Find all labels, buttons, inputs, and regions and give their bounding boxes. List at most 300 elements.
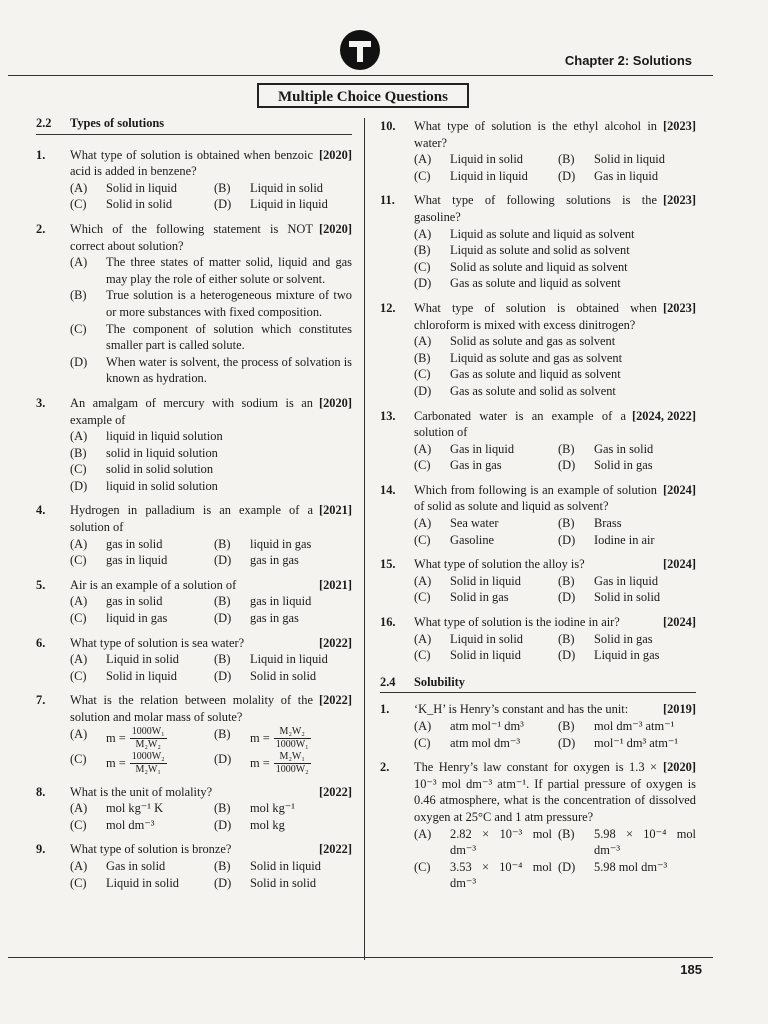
question-number: 10. <box>380 119 396 133</box>
answer-option <box>558 859 696 892</box>
answer-option <box>558 457 696 474</box>
question-year: [2022] <box>318 784 352 799</box>
option-text: liquid in solid solution <box>106 478 218 493</box>
answer-option <box>414 457 552 474</box>
answer-option <box>558 151 696 168</box>
options-list <box>414 333 696 399</box>
option-text: Solid in solid <box>106 197 173 212</box>
answer-option <box>70 610 208 627</box>
option-letter: (A) <box>70 180 88 195</box>
option-text: mol kg <box>250 817 285 832</box>
question-number: 9. <box>36 842 46 857</box>
option-text: The three states of matter solid, liquid and gas may play the role of either solute or solvent. <box>106 255 352 286</box>
question-year: [2024, 2022] <box>631 408 696 423</box>
option-text: Solid in liquid <box>250 858 321 873</box>
question-stem <box>414 614 696 631</box>
answer-option <box>558 573 696 590</box>
question-number: 15. <box>380 557 396 572</box>
question-item <box>380 701 696 751</box>
question-body <box>70 577 352 627</box>
question-item <box>380 614 696 664</box>
question-stem <box>414 556 696 573</box>
fraction <box>130 751 167 776</box>
answer-option <box>558 735 696 752</box>
question-text: What type of solution is sea water? <box>70 635 245 650</box>
answer-option <box>214 610 352 627</box>
option-letter: (D) <box>558 590 576 605</box>
option-letter: (C) <box>414 259 431 274</box>
formula-prefix: m = <box>250 730 270 745</box>
answer-option <box>214 668 352 685</box>
option-letter: (D) <box>558 859 576 874</box>
question-stem <box>70 221 352 254</box>
options-list <box>70 726 352 776</box>
question-list <box>36 147 352 892</box>
option-text: Solid in liquid <box>450 648 521 663</box>
option-letter: (B) <box>558 826 575 841</box>
footer-rule <box>8 957 713 958</box>
option-letter: (C) <box>70 668 87 683</box>
question-year: [2022] <box>318 693 352 708</box>
question-body <box>414 556 696 606</box>
options-list <box>414 151 696 184</box>
answer-option <box>70 321 352 354</box>
option-letter: (D) <box>214 553 232 568</box>
answer-option <box>558 631 696 648</box>
numerator: 1000W₁ <box>131 725 165 737</box>
option-letter: (C) <box>70 553 87 568</box>
question-text: An amalgam of mercury with sodium is an example of <box>70 395 313 427</box>
question-year: [2021] <box>318 503 352 518</box>
header-rule <box>8 75 713 76</box>
option-text: Gas in liquid <box>594 573 659 588</box>
option-letter: (B) <box>214 652 231 667</box>
question-number: 4. <box>36 503 46 518</box>
answer-option <box>414 168 552 185</box>
answer-option <box>414 735 552 752</box>
answer-option <box>70 478 352 495</box>
right-column <box>380 118 696 900</box>
option-text: liquid in gas <box>106 611 168 626</box>
option-text: Iodine in air <box>594 532 655 547</box>
option-text: Liquid in solid <box>106 875 179 890</box>
question-item <box>36 841 352 891</box>
question-item <box>380 300 696 400</box>
answer-option <box>70 287 352 320</box>
question-stem <box>414 482 696 515</box>
option-letter: (C) <box>414 735 431 750</box>
option-letter: (D) <box>214 875 232 890</box>
answer-option <box>214 751 352 776</box>
question-text: What is the relation between molality of the solution and molar mass of solute? <box>70 693 313 724</box>
option-text: Gas in liquid <box>594 168 659 183</box>
options-list <box>70 858 352 891</box>
answer-option <box>414 242 696 259</box>
question-text: What type of solution is obtained when chloroform is mixed with excess dinitrogen? <box>414 300 657 332</box>
question-stem <box>70 577 352 594</box>
question-text: Which of the following statement is NOT correct about solution? <box>70 221 313 253</box>
option-text: Gas in liquid <box>450 441 515 456</box>
question-stem <box>70 841 352 858</box>
option-letter: (B) <box>214 594 231 609</box>
option-letter: (A) <box>414 334 432 349</box>
question-stem <box>414 300 696 333</box>
question-text: What type of solution the alloy is? <box>414 557 585 572</box>
option-text: Solid in solid <box>594 590 661 605</box>
question-body <box>70 784 352 834</box>
question-stem <box>70 395 352 428</box>
question-year: [2020] <box>318 221 352 236</box>
option-letter: (D) <box>558 735 576 750</box>
question-body <box>70 221 352 387</box>
denominator: 1000W₁ <box>275 738 309 750</box>
answer-option <box>414 515 552 532</box>
option-letter: (D) <box>70 478 88 493</box>
answer-option <box>70 800 208 817</box>
option-text: Solid as solute and gas as solvent <box>450 334 616 349</box>
option-text: Liquid in solid <box>250 180 323 195</box>
chapter-heading: Chapter 2: Solutions <box>564 53 692 68</box>
option-letter: (C) <box>70 875 87 890</box>
question-stem <box>70 784 352 801</box>
answer-option <box>558 168 696 185</box>
question-item <box>36 577 352 627</box>
option-text: atm mol dm⁻³ <box>450 735 521 750</box>
question-body <box>70 502 352 568</box>
option-letter: (C) <box>70 197 87 212</box>
option-letter: (B) <box>214 801 231 816</box>
question-text: Carbonated water is an example of a solution of <box>414 408 626 440</box>
option-letter: (C) <box>414 458 431 473</box>
question-body <box>414 192 696 292</box>
option-letter: (C) <box>414 367 431 382</box>
question-number: 16. <box>380 615 396 630</box>
option-letter: (C) <box>70 462 87 477</box>
question-year: [2020] <box>662 760 696 775</box>
question-number: 14. <box>380 482 396 497</box>
question-text: What type of following solutions is the gasoline? <box>414 193 657 224</box>
option-text: liquid in gas <box>250 536 312 551</box>
section-title: Solubility <box>414 674 465 689</box>
question-text: What type of solution is bronze? <box>70 842 232 857</box>
options-list <box>414 226 696 292</box>
question-text: What is the unit of molality? <box>70 784 213 799</box>
answer-option <box>414 859 552 892</box>
answer-option <box>414 718 552 735</box>
option-text: mol⁻¹ dm³ atm⁻¹ <box>594 735 679 750</box>
option-letter: (A) <box>414 441 432 456</box>
answer-option <box>214 593 352 610</box>
option-letter: (C) <box>414 532 431 547</box>
option-letter: (B) <box>558 719 575 733</box>
option-letter: (D) <box>70 354 88 369</box>
answer-option <box>70 875 208 892</box>
option-text: gas in solid <box>106 594 163 609</box>
answer-option <box>414 259 696 276</box>
options-list <box>70 800 352 833</box>
question-item <box>380 408 696 474</box>
option-letter: (A) <box>70 858 88 873</box>
option-text: mol dm⁻³ <box>106 817 155 832</box>
question-body <box>70 147 352 213</box>
answer-option <box>414 151 552 168</box>
answer-option <box>214 875 352 892</box>
formula <box>106 751 208 776</box>
option-text: Gas as solute and liquid as solvent <box>450 276 621 291</box>
question-item <box>36 221 352 387</box>
option-letter: (A) <box>70 594 88 609</box>
answer-option <box>414 573 552 590</box>
option-letter: (A) <box>70 652 88 667</box>
question-year: [2020] <box>318 147 352 162</box>
question-year: [2020] <box>318 395 352 410</box>
question-text: Air is an example of a solution of <box>70 577 237 592</box>
option-text: gas in solid <box>106 536 163 551</box>
option-letter: (A) <box>70 726 88 741</box>
question-item <box>36 395 352 495</box>
answer-option <box>70 858 208 875</box>
answer-option <box>414 589 552 606</box>
option-letter: (A) <box>414 226 432 241</box>
option-text: Solid in gas <box>594 458 653 473</box>
option-letter: (D) <box>558 458 576 473</box>
answer-option <box>214 726 352 751</box>
question-stem <box>414 701 696 718</box>
option-text: Solid in solid <box>250 875 317 890</box>
option-text: Sea water <box>450 516 499 531</box>
answer-option <box>414 226 696 243</box>
question-item <box>36 784 352 834</box>
column-divider <box>364 118 365 960</box>
option-text: Liquid in solid <box>106 652 179 667</box>
question-number: 2. <box>36 221 46 236</box>
denominator: 1000W₂ <box>275 763 309 775</box>
question-year: [2023] <box>662 300 696 315</box>
options-list <box>414 441 696 474</box>
question-item <box>380 556 696 606</box>
option-letter: (D) <box>214 668 232 683</box>
question-list <box>380 118 696 664</box>
question-text: What type of solution is the iodine in air? <box>414 615 620 630</box>
option-letter: (C) <box>70 817 87 832</box>
option-text: mol kg⁻¹ K <box>106 801 164 816</box>
question-number: 11. <box>380 193 395 208</box>
option-letter: (C) <box>414 168 431 183</box>
option-text: Liquid in gas <box>594 648 660 663</box>
option-text: gas in liquid <box>250 594 312 609</box>
question-text: What type of solution is the ethyl alcohol in water? <box>414 119 657 150</box>
question-item <box>36 147 352 213</box>
option-text: Gas in solid <box>106 858 166 873</box>
option-text: Liquid as solute and solid as solvent <box>450 243 630 258</box>
fraction <box>274 751 311 776</box>
options-list <box>414 631 696 664</box>
question-number: 2. <box>380 760 390 775</box>
answer-option <box>414 826 552 859</box>
option-text: gas in gas <box>250 611 299 626</box>
options-list <box>70 180 352 213</box>
question-body <box>414 759 696 892</box>
options-list <box>414 573 696 606</box>
option-letter: (D) <box>214 817 232 832</box>
option-text: Liquid as solute and liquid as solvent <box>450 226 635 241</box>
option-text: 3.53 × 10⁻⁴ mol dm⁻³ <box>450 859 552 891</box>
question-number: 8. <box>36 784 46 799</box>
option-text: Gas as solute and solid as solvent <box>450 383 616 398</box>
answer-option <box>558 441 696 458</box>
question-number: 1. <box>380 702 390 717</box>
numerator: M₂W₂ <box>274 726 311 739</box>
option-letter: (D) <box>414 276 432 291</box>
question-stem <box>70 147 352 180</box>
question-year: [2019] <box>662 702 696 717</box>
option-text: 5.98 mol dm⁻³ <box>594 859 668 874</box>
option-letter: (C) <box>414 859 431 874</box>
option-text: mol kg⁻¹ <box>250 801 296 816</box>
option-letter: (D) <box>214 611 232 626</box>
option-text: Gas in solid <box>594 441 654 456</box>
question-year: [2024] <box>662 482 696 497</box>
page-title: Multiple Choice Questions <box>257 83 469 108</box>
formula-prefix: m = <box>106 730 126 745</box>
option-text: solid in solid solution <box>106 462 214 477</box>
option-text: Liquid in liquid <box>250 652 328 667</box>
formula <box>250 726 352 751</box>
option-letter: (D) <box>214 197 232 212</box>
left-column <box>36 115 352 899</box>
question-body <box>70 395 352 495</box>
formula <box>106 726 208 751</box>
question-number: 1. <box>36 147 46 162</box>
question-body <box>414 408 696 474</box>
option-letter: (B) <box>414 243 431 258</box>
option-letter: (A) <box>414 152 432 167</box>
option-text: atm mol⁻¹ dm³ <box>450 719 524 733</box>
option-letter: (A) <box>70 255 88 270</box>
answer-option <box>414 532 552 549</box>
numerator: 1000W₂ <box>131 750 165 762</box>
question-stem <box>414 192 696 225</box>
option-text: liquid in liquid solution <box>106 429 223 444</box>
option-text: 5.98 × 10⁻⁴ mol dm⁻³ <box>594 826 696 858</box>
question-stem <box>70 692 352 725</box>
option-text: Liquid in liquid <box>450 168 528 183</box>
section-number: 2.4 <box>380 674 396 689</box>
option-text: Brass <box>594 516 622 531</box>
question-item <box>380 192 696 292</box>
answer-option <box>558 589 696 606</box>
answer-option <box>70 552 208 569</box>
option-text: Solid in gas <box>594 631 653 646</box>
option-text: The component of solution which constitutes smaller part is called solute. <box>106 321 352 353</box>
answer-option <box>414 383 696 400</box>
options-list <box>414 718 696 751</box>
option-letter: (A) <box>414 573 432 588</box>
question-number: 5. <box>36 577 46 592</box>
question-list <box>380 701 696 892</box>
answer-option <box>70 726 208 751</box>
question-item <box>380 759 696 892</box>
option-letter: (D) <box>414 383 432 398</box>
answer-option <box>558 647 696 664</box>
question-year: [2024] <box>662 557 696 572</box>
question-year: [2021] <box>318 577 352 592</box>
option-letter: (D) <box>214 751 232 766</box>
option-text: Solid as solute and liquid as solvent <box>450 259 628 274</box>
option-text: Solid in gas <box>450 590 509 605</box>
answer-option <box>70 593 208 610</box>
answer-option <box>214 651 352 668</box>
option-letter: (B) <box>558 441 575 456</box>
page-number: 185 <box>680 962 702 977</box>
option-text: Gas as solute and liquid as solvent <box>450 367 621 382</box>
option-letter: (B) <box>558 573 575 588</box>
answer-option <box>70 817 208 834</box>
answer-option <box>414 631 552 648</box>
question-year: [2022] <box>318 842 352 857</box>
question-number: 7. <box>36 693 46 708</box>
option-letter: (B) <box>214 180 231 195</box>
option-letter: (C) <box>70 751 87 766</box>
fraction <box>130 726 167 751</box>
question-item <box>36 635 352 685</box>
fraction <box>274 726 311 751</box>
answer-option <box>214 800 352 817</box>
section-heading <box>36 115 352 135</box>
question-number: 12. <box>380 300 396 315</box>
question-text: Hydrogen in palladium is an example of a solution of <box>70 503 313 535</box>
question-body <box>414 614 696 664</box>
option-letter: (B) <box>70 445 87 460</box>
options-list <box>70 593 352 626</box>
option-text: Solid in liquid <box>450 573 521 588</box>
option-letter: (A) <box>414 719 432 733</box>
option-letter: (C) <box>414 648 431 663</box>
answer-option <box>414 441 552 458</box>
option-letter: (A) <box>414 631 432 646</box>
answer-option <box>70 354 352 387</box>
answer-option <box>414 333 696 350</box>
answer-option <box>214 536 352 553</box>
question-number: 6. <box>36 635 46 650</box>
section-title: Types of solutions <box>70 116 165 130</box>
section-heading <box>380 674 696 694</box>
answer-option <box>414 647 552 664</box>
option-text: Solid in liquid <box>594 152 665 167</box>
option-letter: (A) <box>70 536 88 551</box>
answer-option <box>70 180 208 197</box>
answer-option <box>558 532 696 549</box>
question-stem <box>414 408 696 441</box>
question-text: ‘K_H’ is Henry’s constant and has the unit: <box>414 702 629 717</box>
formula-prefix: m = <box>250 755 270 770</box>
question-text: The Henry’s law constant for oxygen is 1.3 × 10⁻³ mol dm⁻³ atm⁻¹. If partial pressure of oxygen is 0.46 atmosphere, what is the concentration of dissolved oxygen at 25°C and 1 atm pressure? <box>414 760 696 824</box>
question-text: Which from following is an example of solution of solid as solute and liquid as solvent? <box>414 482 657 514</box>
question-number: 13. <box>380 408 396 423</box>
question-year: [2023] <box>662 193 696 208</box>
options-list <box>414 826 696 892</box>
answer-option <box>214 196 352 213</box>
options-list <box>70 536 352 569</box>
option-letter: (B) <box>558 516 575 531</box>
question-body <box>70 841 352 891</box>
answer-option <box>70 668 208 685</box>
answer-option <box>70 651 208 668</box>
option-letter: (D) <box>558 168 576 183</box>
answer-option <box>214 180 352 197</box>
answer-option <box>214 552 352 569</box>
answer-option <box>70 428 352 445</box>
